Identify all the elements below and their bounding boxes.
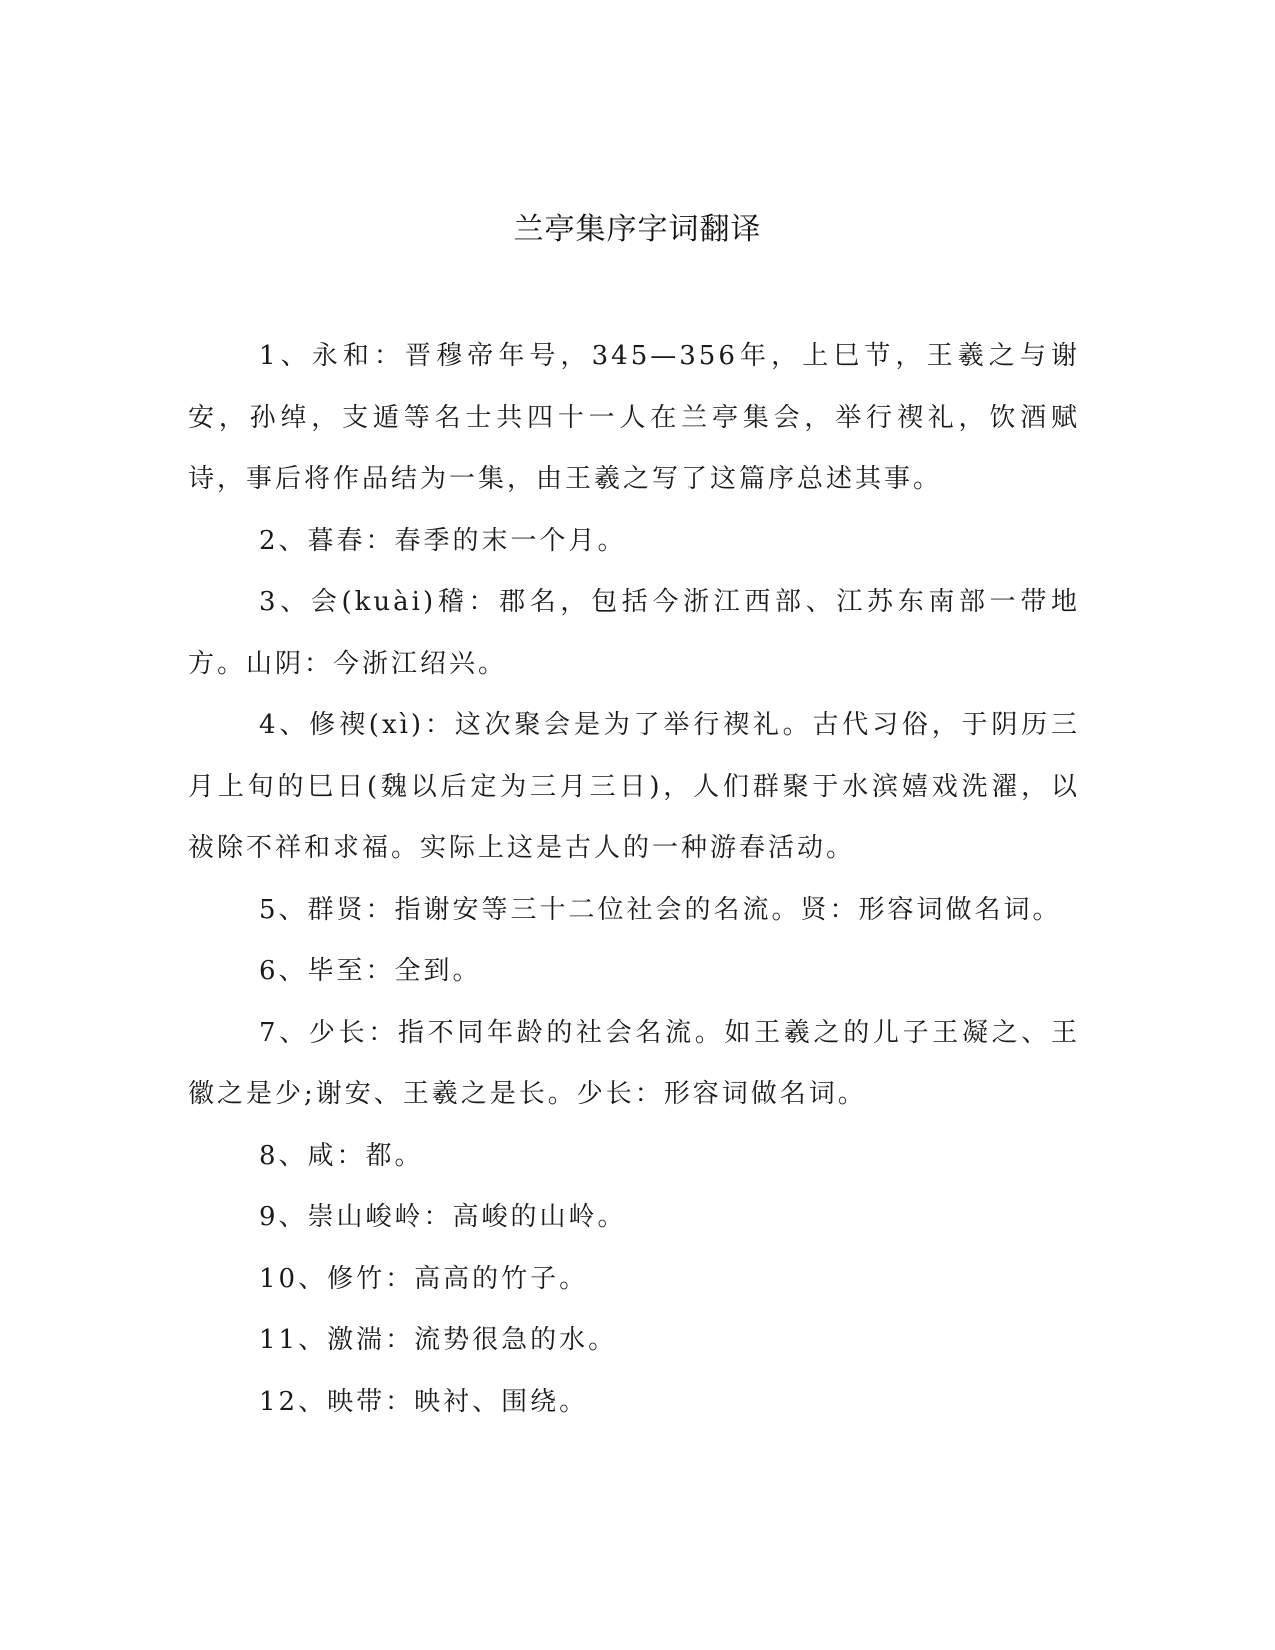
document-body: [188, 326, 1080, 1433]
paragraph-3: 3、会(kuài)稽：郡名，包括今浙江西部、江苏东南部一带地方。山阴：今浙江绍兴。: [188, 587, 1080, 679]
paragraph-5: 5、群贤：指谢安等三十二位社会的名流。贤：形容词做名词。: [259, 894, 1062, 925]
paragraph-12: 12、映带：映衬、围绕。: [259, 1386, 589, 1417]
paragraph-6: 6、毕至：全到。: [259, 956, 482, 986]
paragraph-11: 11、激湍：流势很急的水。: [259, 1325, 618, 1355]
paragraph-7: 7、少长：指不同年龄的社会名流。如王羲之的儿子王凝之、王徽之是少;谢安、王羲之是长。少长：形容词做名词。: [188, 1017, 1080, 1109]
document-title: 兰亭集序字词翻译: [513, 212, 762, 247]
paragraph-10: 10、修竹：高高的竹子。: [259, 1263, 589, 1294]
paragraph-2: 2、暮春：春季的末一个月。: [259, 525, 627, 556]
paragraph-8: 8、咸：都。: [259, 1140, 424, 1171]
paragraph-9: 9、崇山峻岭：高峻的山岭。: [259, 1202, 627, 1232]
paragraph-4: 4、修禊(xì)：这次聚会是为了举行禊礼。古代习俗，于阴历三月上旬的巳日(魏以后定为三月三日)，人们群聚于水滨嬉戏洗濯，以祓除不祥和求福。实际上这是古人的一种游春活动。: [188, 710, 1080, 863]
paragraph-1: 1、永和：晋穆帝年号，345—356年，上巳节，王羲之与谢安，孙绰，支遁等名士共四十一人在兰亭集会，举行禊礼，饮酒赋诗，事后将作品结为一集，由王羲之写了这篇序总述其事。: [188, 341, 1080, 494]
